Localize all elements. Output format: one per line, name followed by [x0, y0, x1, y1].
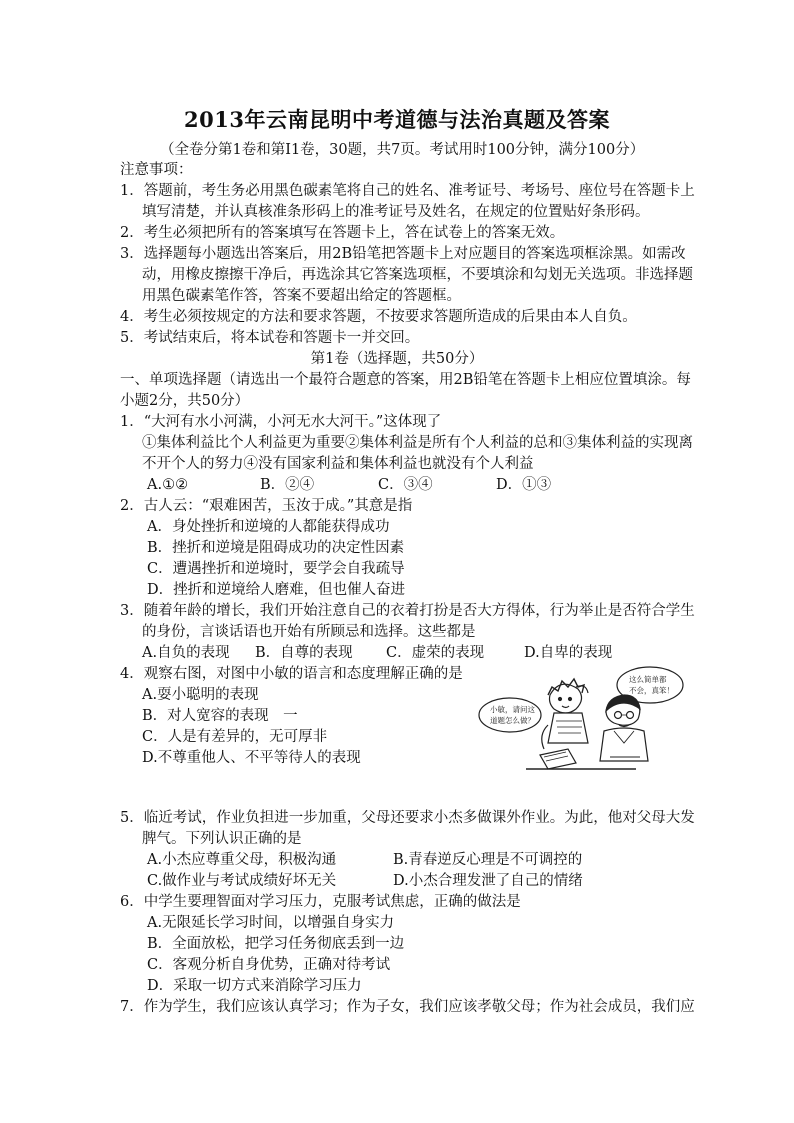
option-a: A.耍小聪明的表现	[142, 687, 259, 703]
option-d: D．挫折和逆境给人磨难，但也催人奋进	[147, 582, 406, 598]
question-stem: 1．“大河有水小河满，小河无水大河干。”这体现了	[120, 414, 442, 430]
speech-bubble-left	[479, 698, 541, 732]
question-line: ①集体利益比个人利益更为重要②集体利益是所有个人利益的总和③集体利益的实现离	[142, 435, 693, 451]
question-stem: 3．随着年龄的增长，我们开始注意自己的衣着打扮是否大方得体，行为举止是否符合学生	[120, 603, 695, 619]
option-c: C.做作业与考试成绩好坏无关	[147, 873, 337, 889]
bubble-left-line2: 道题怎么做？	[490, 716, 535, 725]
option-b: B.青春逆反心理是不可调控的	[393, 852, 583, 868]
bubble-right-line2: 不会，真笨！	[629, 686, 674, 695]
option-d: D.小杰合理发泄了自己的情绪	[393, 873, 583, 889]
option-d: D．①③	[496, 477, 552, 493]
note-line: 填写清楚，并认真核准条形码上的准考证号及姓名，在规定的位置贴好条形码。	[142, 204, 650, 220]
question-line: 的身份，言谈话语也开始有所顾忌和选择。这些都是	[142, 624, 476, 640]
note-line: 用黑色碳素笔作答，答案不要超出给定的答题框。	[142, 288, 461, 304]
option-a: A.小杰应尊重父母，积极沟通	[147, 852, 337, 868]
option-c: C．人是有差异的，无可厚非	[142, 729, 328, 745]
note-line: 5．考试结束后，将本试卷和答题卡一并交回。	[120, 330, 420, 346]
option-b: B．自尊的表现	[255, 645, 353, 661]
option-d: D.不尊重他人、不平等待人的表现	[142, 750, 361, 766]
bubble-right-line1: 这么简单都	[629, 675, 667, 684]
question-stem: 6．中学生要理智面对学习压力，克服考试焦虑，正确的做法是	[120, 894, 521, 910]
option-c: C．虚荣的表现	[386, 645, 485, 661]
option-b: B．②④	[260, 477, 315, 493]
option-c: C．③④	[378, 477, 433, 493]
option-b: B．全面放松，把学习任务彻底丢到一边	[147, 936, 405, 952]
note-line: 1．答题前，考生务必用黑色碳素笔将自己的姓名、准考证号、考场号、座位号在答题卡上	[120, 183, 695, 199]
option-c: C．客观分析自身优势，正确对待考试	[147, 957, 391, 973]
cartoon-illustration	[478, 665, 684, 775]
option-d: D.自卑的表现	[524, 645, 613, 661]
note-line: 2．考生必须把所有的答案填写在答题卡上，答在试卷上的答案无效。	[120, 225, 565, 241]
exam-subtitle: （全卷分第1卷和第I1卷，30题，共7页。考试用时100分钟，满分100分）	[160, 142, 645, 158]
option-a: A.无限延长学习时间，以增强自身实力	[147, 915, 395, 931]
option-b: B．对人宽容的表现 一	[142, 708, 298, 724]
question-stem: 2．古人云：“艰难困苦，玉汝于成。”其意是指	[120, 498, 413, 514]
question-stem: 4．观察右图，对图中小敏的语言和态度理解正确的是	[120, 666, 463, 682]
notes-heading: 注意事项：	[120, 162, 193, 178]
question-line: 脾气。下列认识正确的是	[142, 831, 302, 847]
bubble-left-line1: 小敏，请问这	[490, 705, 535, 714]
part-heading: 一、单项选择题（请选出一个最符合题意的答案，用2B铅笔在答题卡上相应位置填涂。每	[120, 372, 691, 388]
option-c: C．遭遇挫折和逆境时，要学会自我疏导	[147, 561, 405, 577]
note-line: 动，用橡皮擦擦干净后，再选涂其它答案选项框，不要填涂和勾划无关选项。非选择题	[142, 267, 693, 283]
question-line: 不开个人的努力④没有国家利益和集体利益也就没有个人利益	[142, 456, 534, 472]
option-a: A.自负的表现	[142, 645, 230, 661]
question-stem: 5．临近考试，作业负担进一步加重，父母还要求小杰多做课外作业。为此，他对父母大发	[120, 810, 695, 826]
page-title: 2013年云南昆明中考道德与法治真题及答案	[184, 107, 610, 132]
option-a: A．身处挫折和逆境的人都能获得成功	[147, 519, 390, 535]
question-stem: 7．作为学生，我们应该认真学习；作为子女，我们应该孝敬父母；作为社会成员，我们应	[120, 999, 695, 1015]
option-a: A.①②	[147, 477, 189, 493]
note-line: 4．考生必须按规定的方法和要求答题，不按要求答题所造成的后果由本人自负。	[120, 309, 637, 325]
note-line: 3．选择题每小题选出答案后，用2B铅笔把答题卡上对应题目的答案选项框涂黑。如需改	[120, 246, 686, 262]
option-d: D．采取一切方式来消除学习压力	[147, 978, 362, 994]
option-b: B．挫折和逆境是阻碍成功的决定性因素	[147, 540, 405, 556]
cartoon-drawing	[478, 665, 684, 775]
section-title: 第1卷（选择题，共50分）	[310, 351, 484, 367]
part-heading: 小题2分，共50分）	[120, 393, 250, 409]
